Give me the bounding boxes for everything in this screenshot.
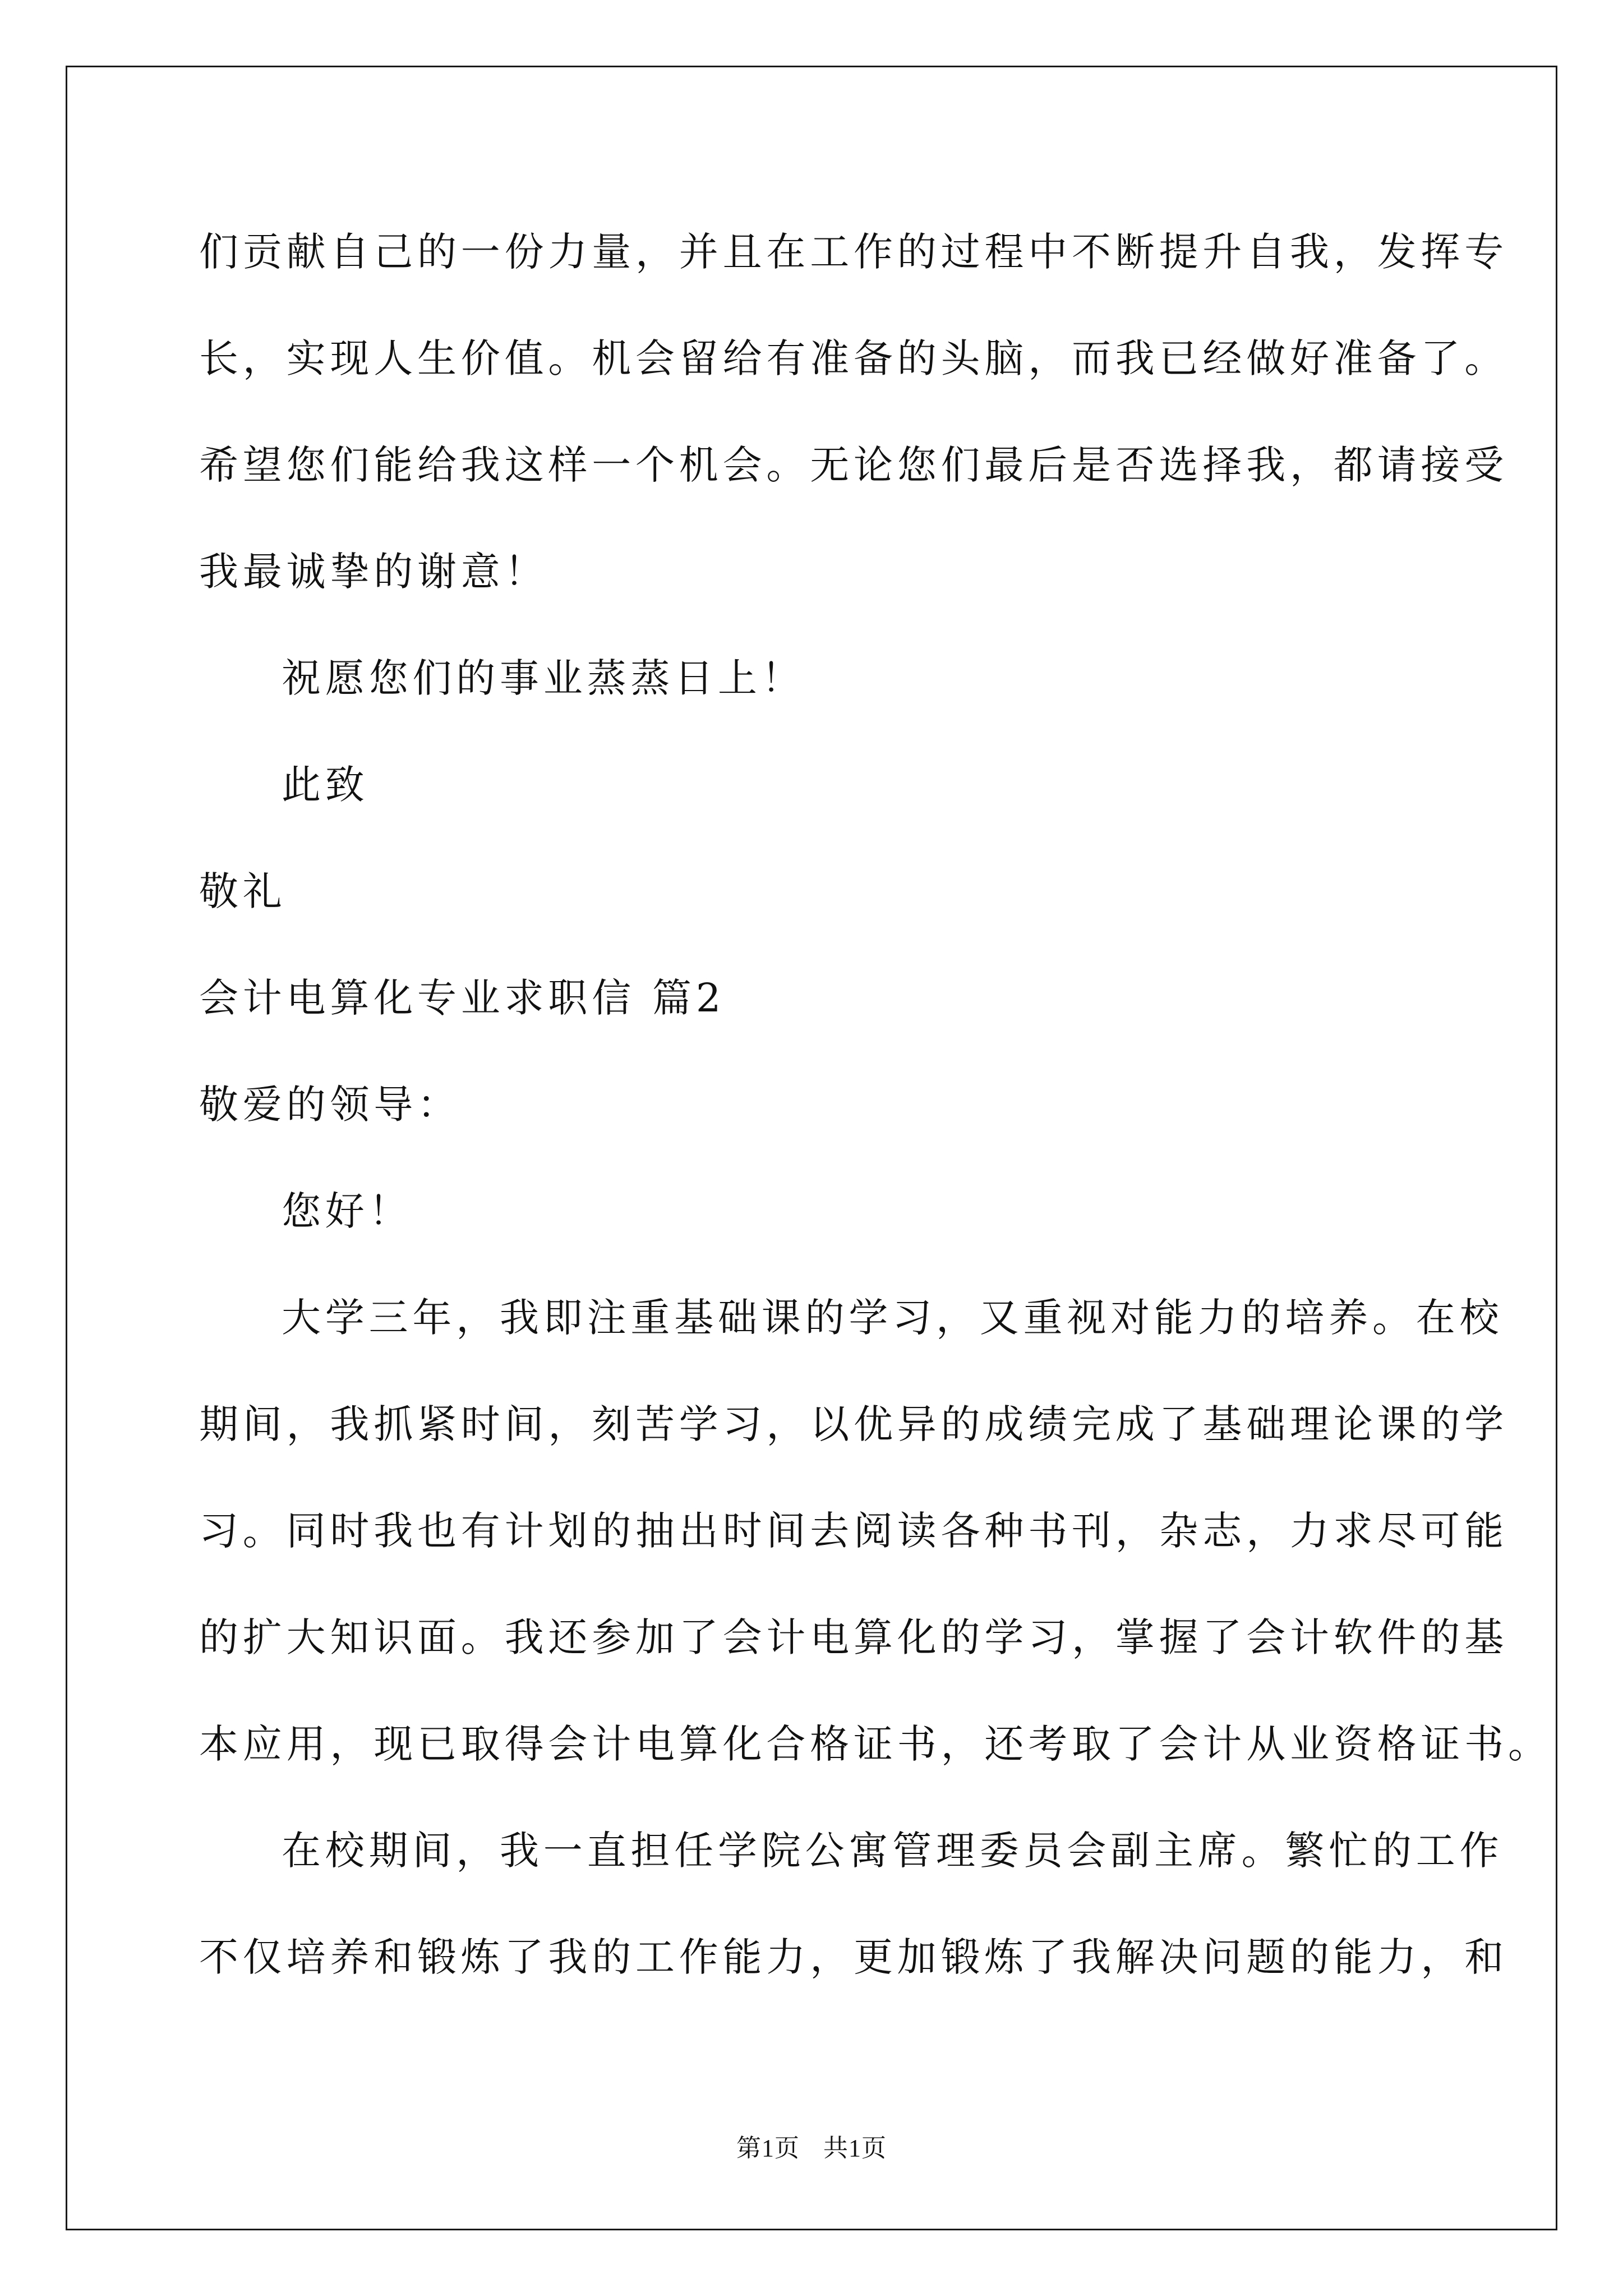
page-total: 共1页 bbox=[823, 2134, 887, 2162]
text-line: 本应用，现已取得会计电算化合格证书，还考取了会计从业资格证书。 bbox=[199, 1721, 1552, 1767]
section-heading: 会计电算化专业求职信 篇2 bbox=[199, 975, 726, 1021]
text-line: 习。同时我也有计划的抽出时间去阅读各种书刊，杂志，力求尽可能 bbox=[199, 1508, 1508, 1554]
page-footer bbox=[0, 2136, 1623, 2161]
text-line: 祝愿您们的事业蒸蒸日上！ bbox=[282, 655, 805, 701]
salutation-line: 敬礼 bbox=[199, 868, 287, 914]
text-line: 不仅培养和锻炼了我的工作能力，更加锻炼了我解决问题的能力，和 bbox=[199, 1934, 1508, 1980]
text-line: 大学三年，我即注重基础课的学习，又重视对能力的培养。在校 bbox=[282, 1295, 1504, 1341]
text-line: 您好！ bbox=[282, 1188, 413, 1234]
closing-line: 此致 bbox=[282, 762, 369, 808]
page-number: 第1页 bbox=[736, 2134, 800, 2162]
text-line: 我最诚挚的谢意！ bbox=[199, 549, 548, 595]
page-frame bbox=[66, 66, 1557, 2230]
text-line: 希望您们能给我这样一个机会。无论您们最后是否选择我，都请接受 bbox=[199, 442, 1508, 488]
text-line: 的扩大知识面。我还参加了会计电算化的学习，掌握了会计软件的基 bbox=[199, 1614, 1508, 1660]
text-line: 长，实现人生价值。机会留给有准备的头脑，而我已经做好准备了。 bbox=[199, 335, 1508, 381]
text-line: 期间，我抓紧时间，刻苦学习，以优异的成绩完成了基础理论课的学 bbox=[199, 1401, 1508, 1447]
text-line: 在校期间，我一直担任学院公寓管理委员会副主席。繁忙的工作 bbox=[282, 1828, 1504, 1874]
text-line: 们贡献自己的一份力量，并且在工作的过程中不断提升自我，发挥专 bbox=[199, 229, 1508, 275]
greeting-line: 敬爱的领导： bbox=[199, 1082, 461, 1128]
